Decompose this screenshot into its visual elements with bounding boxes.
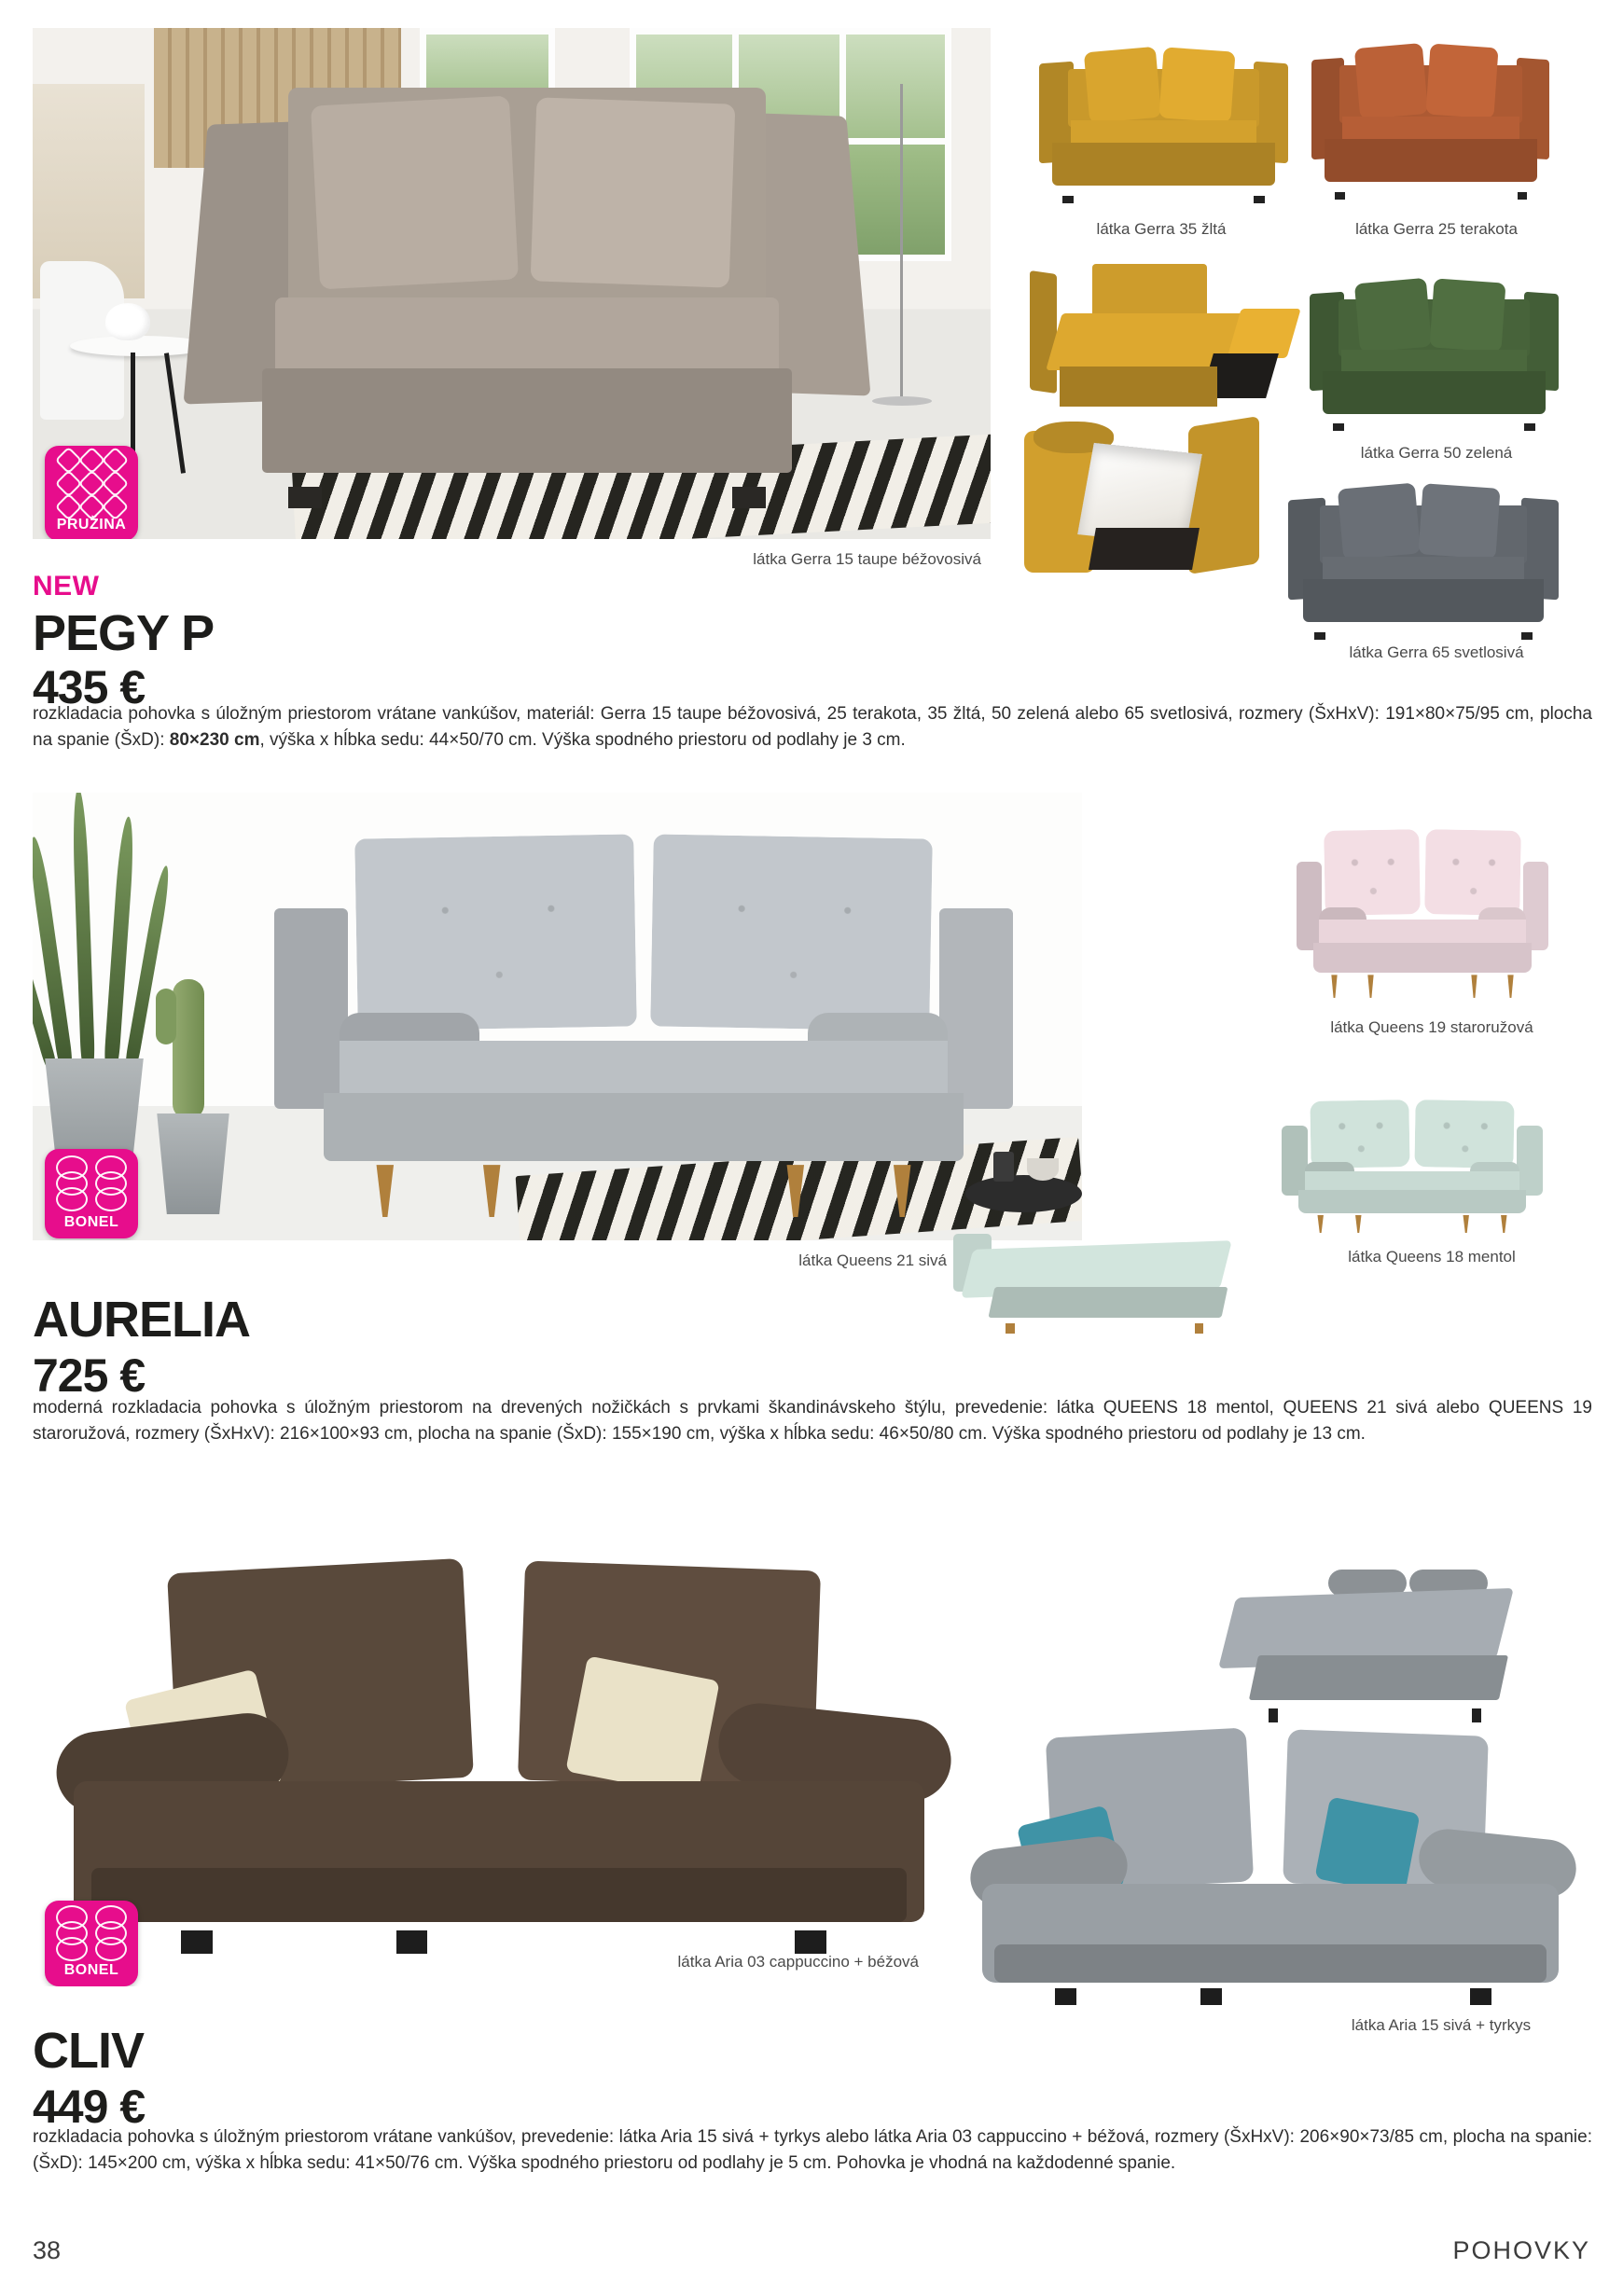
teapot [105,303,150,340]
floor-lamp [900,84,903,401]
variant-caption-gerra-50: látka Gerra 50 zelená [1360,444,1513,462]
variant-caption-queens-18: látka Queens 18 mentol [1348,1248,1516,1266]
variant-thumb-gerra-35-zlta [1031,45,1297,205]
pruzina-badge [45,446,138,539]
variant-caption-aria-15: látka Aria 15 sivá + tyrkys [1351,2016,1532,2034]
product-photo-aurelia [33,793,1082,1240]
variant-thumb-gerra-50-zelena [1301,276,1567,433]
sofa-illustration-aurelia [233,816,1054,1217]
product-photo-cliv [33,1529,979,1986]
product-price-pegy-p: 435 € [33,661,146,713]
sofa-illustration-pegy [196,70,858,508]
variant-thumb-gerra-unfolded [1024,264,1297,430]
variant-thumb-aria-unfolded [1213,1559,1525,1736]
storage-compartment-detail [1024,422,1259,582]
side-table-leg [164,353,186,473]
variant-caption-gerra-35: látka Gerra 35 žltá [1096,220,1227,238]
badge-label: PRUŽINA [56,517,127,533]
variant-thumb-gerra-65-svetlosiva [1280,481,1567,642]
spring-icon [45,453,138,513]
bonel-badge [45,1901,138,1986]
new-flag: NEW [33,571,100,602]
cactus [173,979,204,1119]
variant-thumb-gerra-25-terakota [1304,41,1558,201]
variant-thumb-queens-unfolded [953,1222,1244,1343]
product-description-pegy-p: rozkladacia pohovka s úložným priestorom vrátane vankúšov, materiál: Gerra 15 taupe béžovosivá, 25 terakota, 35 žltá, 50 zelená alebo 65 svetlosivá, rozmery (ŠxHxV): 191×80×75/95 cm, plocha na spanie (ŠxD): 80×230 cm, výška x hĺbka sedu: 44×50/70 cm. Výška spodného priestoru od podlahy je 3 cm. [33,704,1592,750]
fabric-caption-gerra-15: látka Gerra 15 taupe béžovosivá [753,550,981,568]
fabric-caption-aria-03: látka Aria 03 cappuccino + béžová [677,1953,919,1971]
variant-thumb-queens-19-staroruzova [1283,821,1562,998]
variant-thumb-queens-18-mentol [1267,1093,1558,1233]
product-description-aurelia: moderná rozkladacia pohovka s úložným priestorom na drevených nožičkách s prvkami škandinávskeho štýlu, prevedenie: látka QUEENS 18 mentol, QUEENS 21 sivá alebo QUEENS 19 staroružová, rozmery (ŠxHxV): 216×100×93 cm, plocha na spanie (ŠxD): 155×190 cm, výška x hĺbka sedu: 46×50/80 cm. Výška spodného priestoru od podlahy je 13 cm. [33,1398,1592,1444]
bonel-badge [45,1149,138,1238]
cactus-pot [152,1113,234,1214]
badge-label: BONEL [63,1962,119,1978]
floor-lamp-base [872,396,932,406]
bonell-coil-icon [45,1908,138,1958]
sofa-illustration-cliv [56,1562,951,1954]
footer-category: POHOVKY [1452,2236,1590,2264]
variant-caption-queens-19: látka Queens 19 staroružová [1330,1018,1533,1036]
product-description-cliv: rozkladacia pohovka s úložným priestorom vrátane vankúšov, prevedenie: látka Aria 15 sivá + tyrkys alebo látka Aria 03 cappuccino + béžová, rozmery (ŠxHxV): 206×90×73/85 cm, plocha na spanie: (ŠxD): 145×200 cm, výška x hĺbka sedu: 41×50/76 cm. Výška spodného priestoru od podlahy je 5 cm. Pohovka je vhodná na každodenné spanie. [33,2127,1592,2173]
page-number: 38 [33,2236,62,2264]
product-price-cliv: 449 € [33,2081,146,2133]
product-photo-pegy-p [33,28,991,539]
fabric-caption-queens-21: látka Queens 21 sivá [798,1252,947,1269]
badge-label: BONEL [63,1214,119,1230]
product-name-pegy-p: PEGY P [33,605,215,661]
cactus-arm [156,989,176,1044]
variant-caption-gerra-65: látka Gerra 65 svetlosivá [1349,643,1524,661]
product-price-aurelia: 725 € [33,1349,146,1402]
bonell-coil-icon [45,1156,138,1210]
product-name-aurelia: AURELIA [33,1292,250,1348]
variant-caption-gerra-25: látka Gerra 25 terakota [1355,220,1518,238]
variant-thumb-aria-15-siva-tyrkys [970,1730,1576,2005]
product-name-cliv: CLIV [33,2023,145,2079]
